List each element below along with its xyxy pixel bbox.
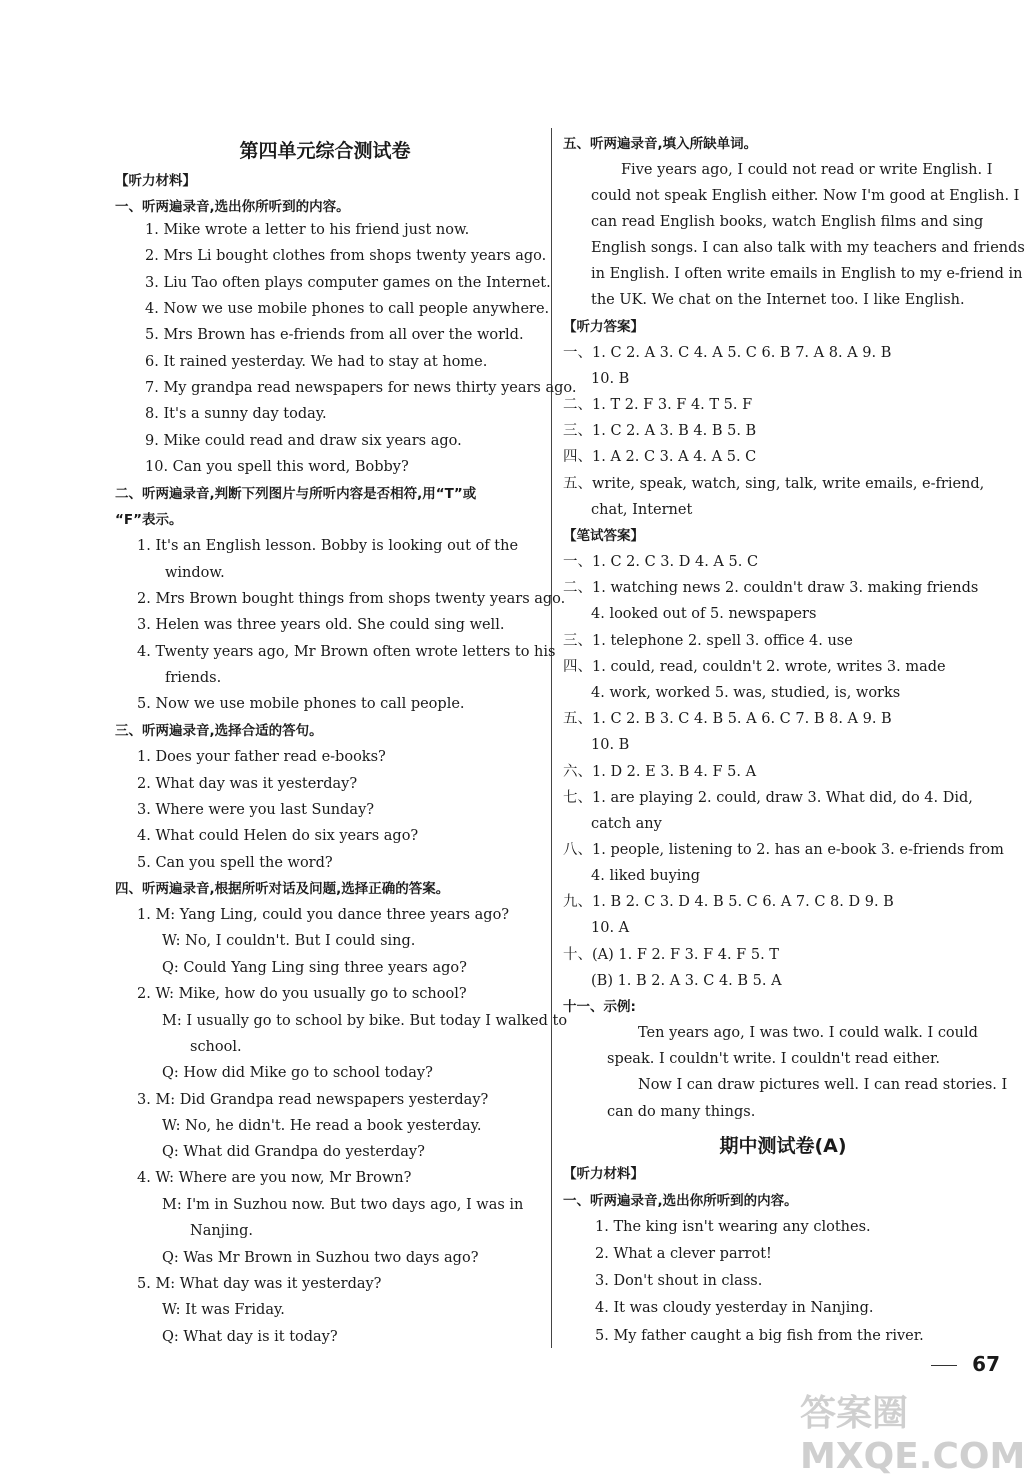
- dialogue-line: 3. M: Did Grandpa read newspapers yesterday?: [137, 1092, 489, 1108]
- list-item: 3. Where were you last Sunday?: [137, 802, 375, 818]
- dialogue-line: Q: What did Grandpa do yesterday?: [162, 1144, 425, 1160]
- listening-answers-heading: 【听力答案】: [563, 319, 644, 335]
- list-item: window.: [165, 565, 225, 581]
- passage-line: English songs. I can also talk with my teachers and friends: [591, 240, 1025, 256]
- answer-line: 四、1. A 2. C 3. A 4. A 5. C: [563, 449, 757, 465]
- list-item: 5. Can you spell the word?: [137, 855, 333, 871]
- list-item: 2. Mrs Brown bought things from shops twenty years ago.: [137, 591, 566, 607]
- section-2-heading-cont: “F”表示。: [115, 512, 183, 528]
- answer-line: chat, Internet: [591, 502, 693, 518]
- watermark-logo: 答案圈 MXQE.COM: [800, 1393, 1025, 1477]
- passage-line: the UK. We chat on the Internet too. I like English.: [591, 292, 965, 308]
- list-item: 3. Liu Tao often plays computer games on the Internet.: [145, 275, 551, 291]
- answer-line: 五、1. C 2. B 3. C 4. B 5. A 6. C 7. B 8. A 9. B: [563, 711, 892, 727]
- passage-line: can read English books, watch English films and sing: [591, 214, 984, 230]
- dialogue-line: 2. W: Mike, how do you usually go to school?: [137, 986, 467, 1002]
- list-item: 1. Mike wrote a letter to his friend just now.: [145, 222, 470, 238]
- list-item: 3. Helen was three years old. She could sing well.: [137, 617, 505, 633]
- list-item: 4. Twenty years ago, Mr Brown often wrote letters to his: [137, 644, 556, 660]
- answer-line: 六、1. D 2. E 3. B 4. F 5. A: [563, 764, 757, 780]
- dialogue-line: 5. M: What day was it yesterday?: [137, 1276, 382, 1292]
- section-2-heading: 二、听两遍录音,判断下列图片与所听内容是否相符,用“T”或: [115, 486, 477, 502]
- answer-line: 10. B: [591, 371, 630, 387]
- answer-line: 一、1. C 2. C 3. D 4. A 5. C: [563, 554, 759, 570]
- dialogue-line: W: No, I couldn't. But I could sing.: [162, 933, 416, 949]
- midterm-section-1-heading: 一、听两遍录音,选出你所听到的内容。: [563, 1193, 798, 1209]
- answer-line: 四、1. could, read, couldn't 2. wrote, writes 3. made: [563, 659, 946, 675]
- passage-line: could not speak English either. Now I'm good at English. I: [591, 188, 1020, 204]
- answer-line: 4. looked out of 5. newspapers: [591, 606, 817, 622]
- list-item: friends.: [165, 670, 222, 686]
- answer-line: 五、write, speak, watch, sing, talk, write emails, e-friend,: [563, 476, 985, 492]
- midterm-title: 期中测试卷(A): [719, 1135, 847, 1157]
- answer-line: catch any: [591, 816, 662, 832]
- list-item: 7. My grandpa read newspapers for news thirty years ago.: [145, 380, 577, 396]
- answer-line: 七、1. are playing 2. could, draw 3. What did, do 4. Did,: [563, 790, 973, 806]
- page-number-dash: [931, 1365, 957, 1366]
- answer-line: 三、1. C 2. A 3. B 4. B 5. B: [563, 423, 757, 439]
- dialogue-line: Nanjing.: [190, 1223, 254, 1239]
- dialogue-line: Q: How did Mike go to school today?: [162, 1065, 433, 1081]
- answer-line: 4. work, worked 5. was, studied, is, works: [591, 685, 901, 701]
- example-line: Now I can draw pictures well. I can read stories. I: [638, 1077, 1008, 1093]
- dialogue-line: 4. W: Where are you now, Mr Brown?: [137, 1170, 412, 1186]
- example-line: can do many things.: [607, 1104, 756, 1120]
- answer-line: 八、1. people, listening to 2. has an e-book 3. e-friends from: [563, 842, 1004, 858]
- answer-line: 10. A: [591, 920, 630, 936]
- answer-line: 4. liked buying: [591, 868, 701, 884]
- midterm-material-heading: 【听力材料】: [563, 1166, 644, 1182]
- example-heading: 十一、示例:: [563, 999, 636, 1015]
- answer-line: 二、1. T 2. F 3. F 4. T 5. F: [563, 397, 753, 413]
- passage-line: Five years ago, I could not read or write English. I: [621, 162, 993, 178]
- list-item: 1. It's an English lesson. Bobby is looking out of the: [137, 538, 519, 554]
- section-1-heading: 一、听两遍录音,选出你所听到的内容。: [115, 199, 350, 215]
- list-item: 4. Now we use mobile phones to call people anywhere.: [145, 301, 550, 317]
- list-item: 5. Mrs Brown has e-friends from all over the world.: [145, 327, 524, 343]
- passage-line: in English. I often write emails in English to my e-friend in: [591, 266, 1023, 282]
- section-4-heading: 四、听两遍录音,根据所听对话及问题,选择正确的答案。: [115, 881, 450, 897]
- dialogue-line: Q: What day is it today?: [162, 1329, 338, 1345]
- listening-material-heading: 【听力材料】: [115, 173, 196, 189]
- list-item: 10. Can you spell this word, Bobby?: [145, 459, 409, 475]
- list-item: 3. Don't shout in class.: [595, 1273, 763, 1289]
- written-answers-heading: 【笔试答案】: [563, 528, 644, 544]
- section-5-heading: 五、听两遍录音,填入所缺单词。: [563, 136, 758, 152]
- answer-line: 三、1. telephone 2. spell 3. office 4. use: [563, 633, 853, 649]
- dialogue-line: Q: Was Mr Brown in Suzhou two days ago?: [162, 1250, 479, 1266]
- list-item: 1. Does your father read e-books?: [137, 749, 386, 765]
- list-item: 4. It was cloudy yesterday in Nanjing.: [595, 1300, 874, 1316]
- answer-line: 九、1. B 2. C 3. D 4. B 5. C 6. A 7. C 8. D 9. B: [563, 894, 894, 910]
- list-item: 5. My father caught a big fish from the river.: [595, 1328, 924, 1344]
- answer-line: 二、1. watching news 2. couldn't draw 3. making friends: [563, 580, 979, 596]
- dialogue-line: school.: [190, 1039, 242, 1055]
- column-divider: [551, 128, 552, 1348]
- list-item: 2. What day was it yesterday?: [137, 776, 358, 792]
- list-item: 8. It's a sunny day today.: [145, 406, 327, 422]
- list-item: 1. The king isn't wearing any clothes.: [595, 1219, 871, 1235]
- example-line: speak. I couldn't write. I couldn't read either.: [607, 1051, 940, 1067]
- dialogue-line: M: I'm in Suzhou now. But two days ago, I was in: [162, 1197, 524, 1213]
- answer-line: (B) 1. B 2. A 3. C 4. B 5. A: [591, 973, 782, 989]
- dialogue-line: W: No, he didn't. He read a book yesterday.: [162, 1118, 482, 1134]
- dialogue-line: Q: Could Yang Ling sing three years ago?: [162, 960, 467, 976]
- answer-line: 十、(A) 1. F 2. F 3. F 4. F 5. T: [563, 947, 779, 963]
- answer-line: 一、1. C 2. A 3. C 4. A 5. C 6. B 7. A 8. A 9. B: [563, 345, 892, 361]
- list-item: 4. What could Helen do six years ago?: [137, 828, 419, 844]
- dialogue-line: W: It was Friday.: [162, 1302, 285, 1318]
- list-item: 5. Now we use mobile phones to call people.: [137, 696, 465, 712]
- section-3-heading: 三、听两遍录音,选择合适的答句。: [115, 723, 323, 739]
- dialogue-line: M: I usually go to school by bike. But today I walked to: [162, 1013, 568, 1029]
- answer-line: 10. B: [591, 737, 630, 753]
- list-item: 9. Mike could read and draw six years ago.: [145, 433, 462, 449]
- list-item: 6. It rained yesterday. We had to stay at home.: [145, 354, 488, 370]
- dialogue-line: 1. M: Yang Ling, could you dance three years ago?: [137, 907, 510, 923]
- page-number: 67: [972, 1352, 1000, 1376]
- list-item: 2. Mrs Li bought clothes from shops twenty years ago.: [145, 248, 547, 264]
- example-line: Ten years ago, I was two. I could walk. I could: [638, 1025, 978, 1041]
- page-title: 第四单元综合测试卷: [239, 140, 411, 162]
- list-item: 2. What a clever parrot!: [595, 1246, 772, 1262]
